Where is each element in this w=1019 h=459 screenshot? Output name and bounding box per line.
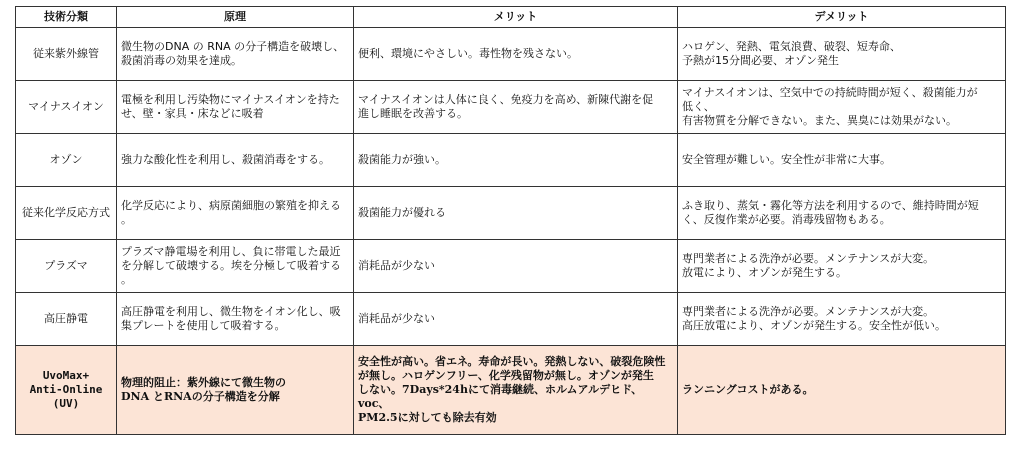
table-row	[16, 134, 1006, 187]
demerit-cell: 専門業者による洗浄が必要。メンテナンスが大変。 放電により、オゾンが発生する。	[678, 240, 1006, 293]
header-merit: メリット	[354, 7, 678, 28]
principle-cell: 強力な酸化性を利用し、殺菌消毒をする。	[117, 134, 354, 187]
highlight-demerit-cell: ランニングコストがある。	[678, 346, 1006, 435]
merit-cell: 消耗品が少ない	[354, 293, 678, 346]
category-cell: 高圧静電	[16, 293, 117, 346]
merit-cell: 便利、環境にやさしい。毒性物を残さない。	[354, 28, 678, 81]
highlight-merit-cell: 安全性が高い。省エネ。寿命が長い。発熱しない、破裂危険性 が無し。ハロゲンフリー、化学残留物が無し。オゾンが発生 しない。7Days*24hにて消毒継続、ホルムアルデヒド、voc、 PM2.5に対しても除去有効	[354, 346, 678, 435]
principle-cell: 電極を利用し汚染物にマイナスイオンを持た せ、壁・家具・床などに吸着	[117, 81, 354, 134]
category-cell: 従来化学反応方式	[16, 187, 117, 240]
demerit-cell: 安全管理が難しい。安全性が非常に大事。	[678, 134, 1006, 187]
merit-cell: マイナスイオンは人体に良く、免疫力を高め、新陳代謝を促 進し睡眠を改善する。	[354, 81, 678, 134]
category-cell: オゾン	[16, 134, 117, 187]
table-row	[16, 28, 1006, 81]
demerit-cell: ハロゲン、発熱、電気浪費、破裂、短寿命、 予熱が15分間必要、オゾン発生	[678, 28, 1006, 81]
header-principle: 原理	[117, 7, 354, 28]
merit-cell: 消耗品が少ない	[354, 240, 678, 293]
demerit-cell: 専門業者による洗浄が必要。メンテナンスが大変。 高圧放電により、オゾンが発生する。安全性が低い。	[678, 293, 1006, 346]
merit-cell: 殺菌能力が優れる	[354, 187, 678, 240]
category-cell: プラズマ	[16, 240, 117, 293]
header-row	[16, 7, 1006, 28]
principle-cell: 化学反応により、病原菌細胞の繁殖を抑える 。	[117, 187, 354, 240]
demerit-cell: マイナスイオンは、空気中での持続時間が短く、殺菌能力が 低く、 有害物質を分解できない。また、異臭には効果がない。	[678, 81, 1006, 134]
merit-cell: 殺菌能力が強い。	[354, 134, 678, 187]
principle-cell: 微生物のDNA の RNA の分子構造を破壊し、 殺菌消毒の効果を達成。	[117, 28, 354, 81]
table-row	[16, 293, 1006, 346]
table-row	[16, 240, 1006, 293]
highlight-category-cell: UvoMax+ Anti-Online (UV)	[16, 346, 117, 435]
principle-cell: 高圧静電を利用し、微生物をイオン化し、吸 集プレートを使用して吸着する。	[117, 293, 354, 346]
category-cell: 従来紫外線管	[16, 28, 117, 81]
header-demerit: デメリット	[678, 7, 1006, 28]
comparison-table	[15, 6, 1006, 435]
highlight-row	[16, 346, 1006, 435]
table-row	[16, 187, 1006, 240]
demerit-cell: ふき取り、蒸気・霧化等方法を利用するので、維持時間が短 く、反復作業が必要。消毒残留物もある。	[678, 187, 1006, 240]
highlight-principle-cell: 物理的阻止：紫外線にて微生物の DNA とRNAの分子構造を分解	[117, 346, 354, 435]
table-row	[16, 81, 1006, 134]
category-cell: マイナスイオン	[16, 81, 117, 134]
header-category: 技術分類	[16, 7, 117, 28]
principle-cell: プラズマ静電場を利用し、負に帯電した最近 を分解して破壊する。埃を分極して吸着する 。	[117, 240, 354, 293]
